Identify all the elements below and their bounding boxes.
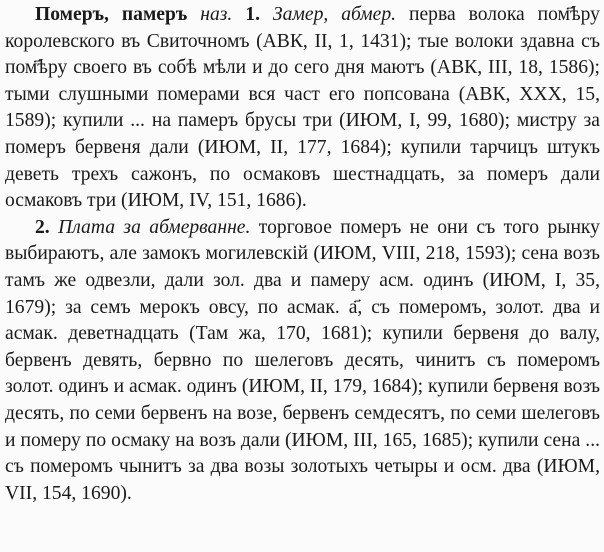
dictionary-entry-sense-2: [5, 215, 600, 508]
dictionary-entry-sense-1: [5, 2, 600, 215]
sense-gloss: Замер, абмер.: [272, 4, 397, 25]
sense-number: 2.: [35, 216, 50, 238]
sense-number: 1.: [245, 4, 260, 25]
grammar-label: наз.: [200, 4, 233, 25]
sense-gloss: Плата за абмерванне.: [58, 216, 251, 238]
entry-headword: Померъ, памеръ: [35, 4, 188, 25]
sense-citations: перва волока пом҃ѣру королевского въ Свиточномъ (АВК, II, 1, 1431); тые волоки здавна съ пом҃ѣру своего въ собѣ мѣли и до сего дня маютъ (АВК, III, 18, 1586); тыми слушными померами вся част его попсована (АВК, XXX, 15, 1589); купили ... на памеръ брусы три (ИЮМ, I, 99, 1680); мистру за померъ бервеня дали (ИЮМ, II, 177, 1684); купили тарчицъ штукъ деветь трехъ сажонъ, по осмаковъ шестнадцать, за померъ дали осмаковъ три (ИЮМ, IV, 151, 1686).: [5, 4, 600, 212]
sense-citations: торговое померъ не они съ того рынку выбираютъ, але замокъ могилевскій (ИЮМ, VIII, 218, 1593); сена возъ тамъ же одвезли, дали зол. два и памеру асм. одинъ (ИЮМ, I, 35, 1679); за семъ мерокъ овсу, по асмак. а҃, съ померомъ, золот. два и асмак. деветнадцать (Там жа, 170, 1681); купили бервеня до валу, бервенъ девять, бервно по шелеговъ десять, чинитъ съ померомъ золот. одинъ и асмак. одинъ (ИЮМ, II, 179, 1684); купили бервеня возъ десять, по семи бервенъ на возе, бервенъ семдесятъ, по семи шелеговъ и померу по осмаку на возъ дали (ИЮМ, III, 165, 1685); купили сена ... съ померомъ чынитъ за два возы золотыхъ четыры и осм. два (ИЮМ, VII, 154, 1690).: [5, 216, 601, 504]
